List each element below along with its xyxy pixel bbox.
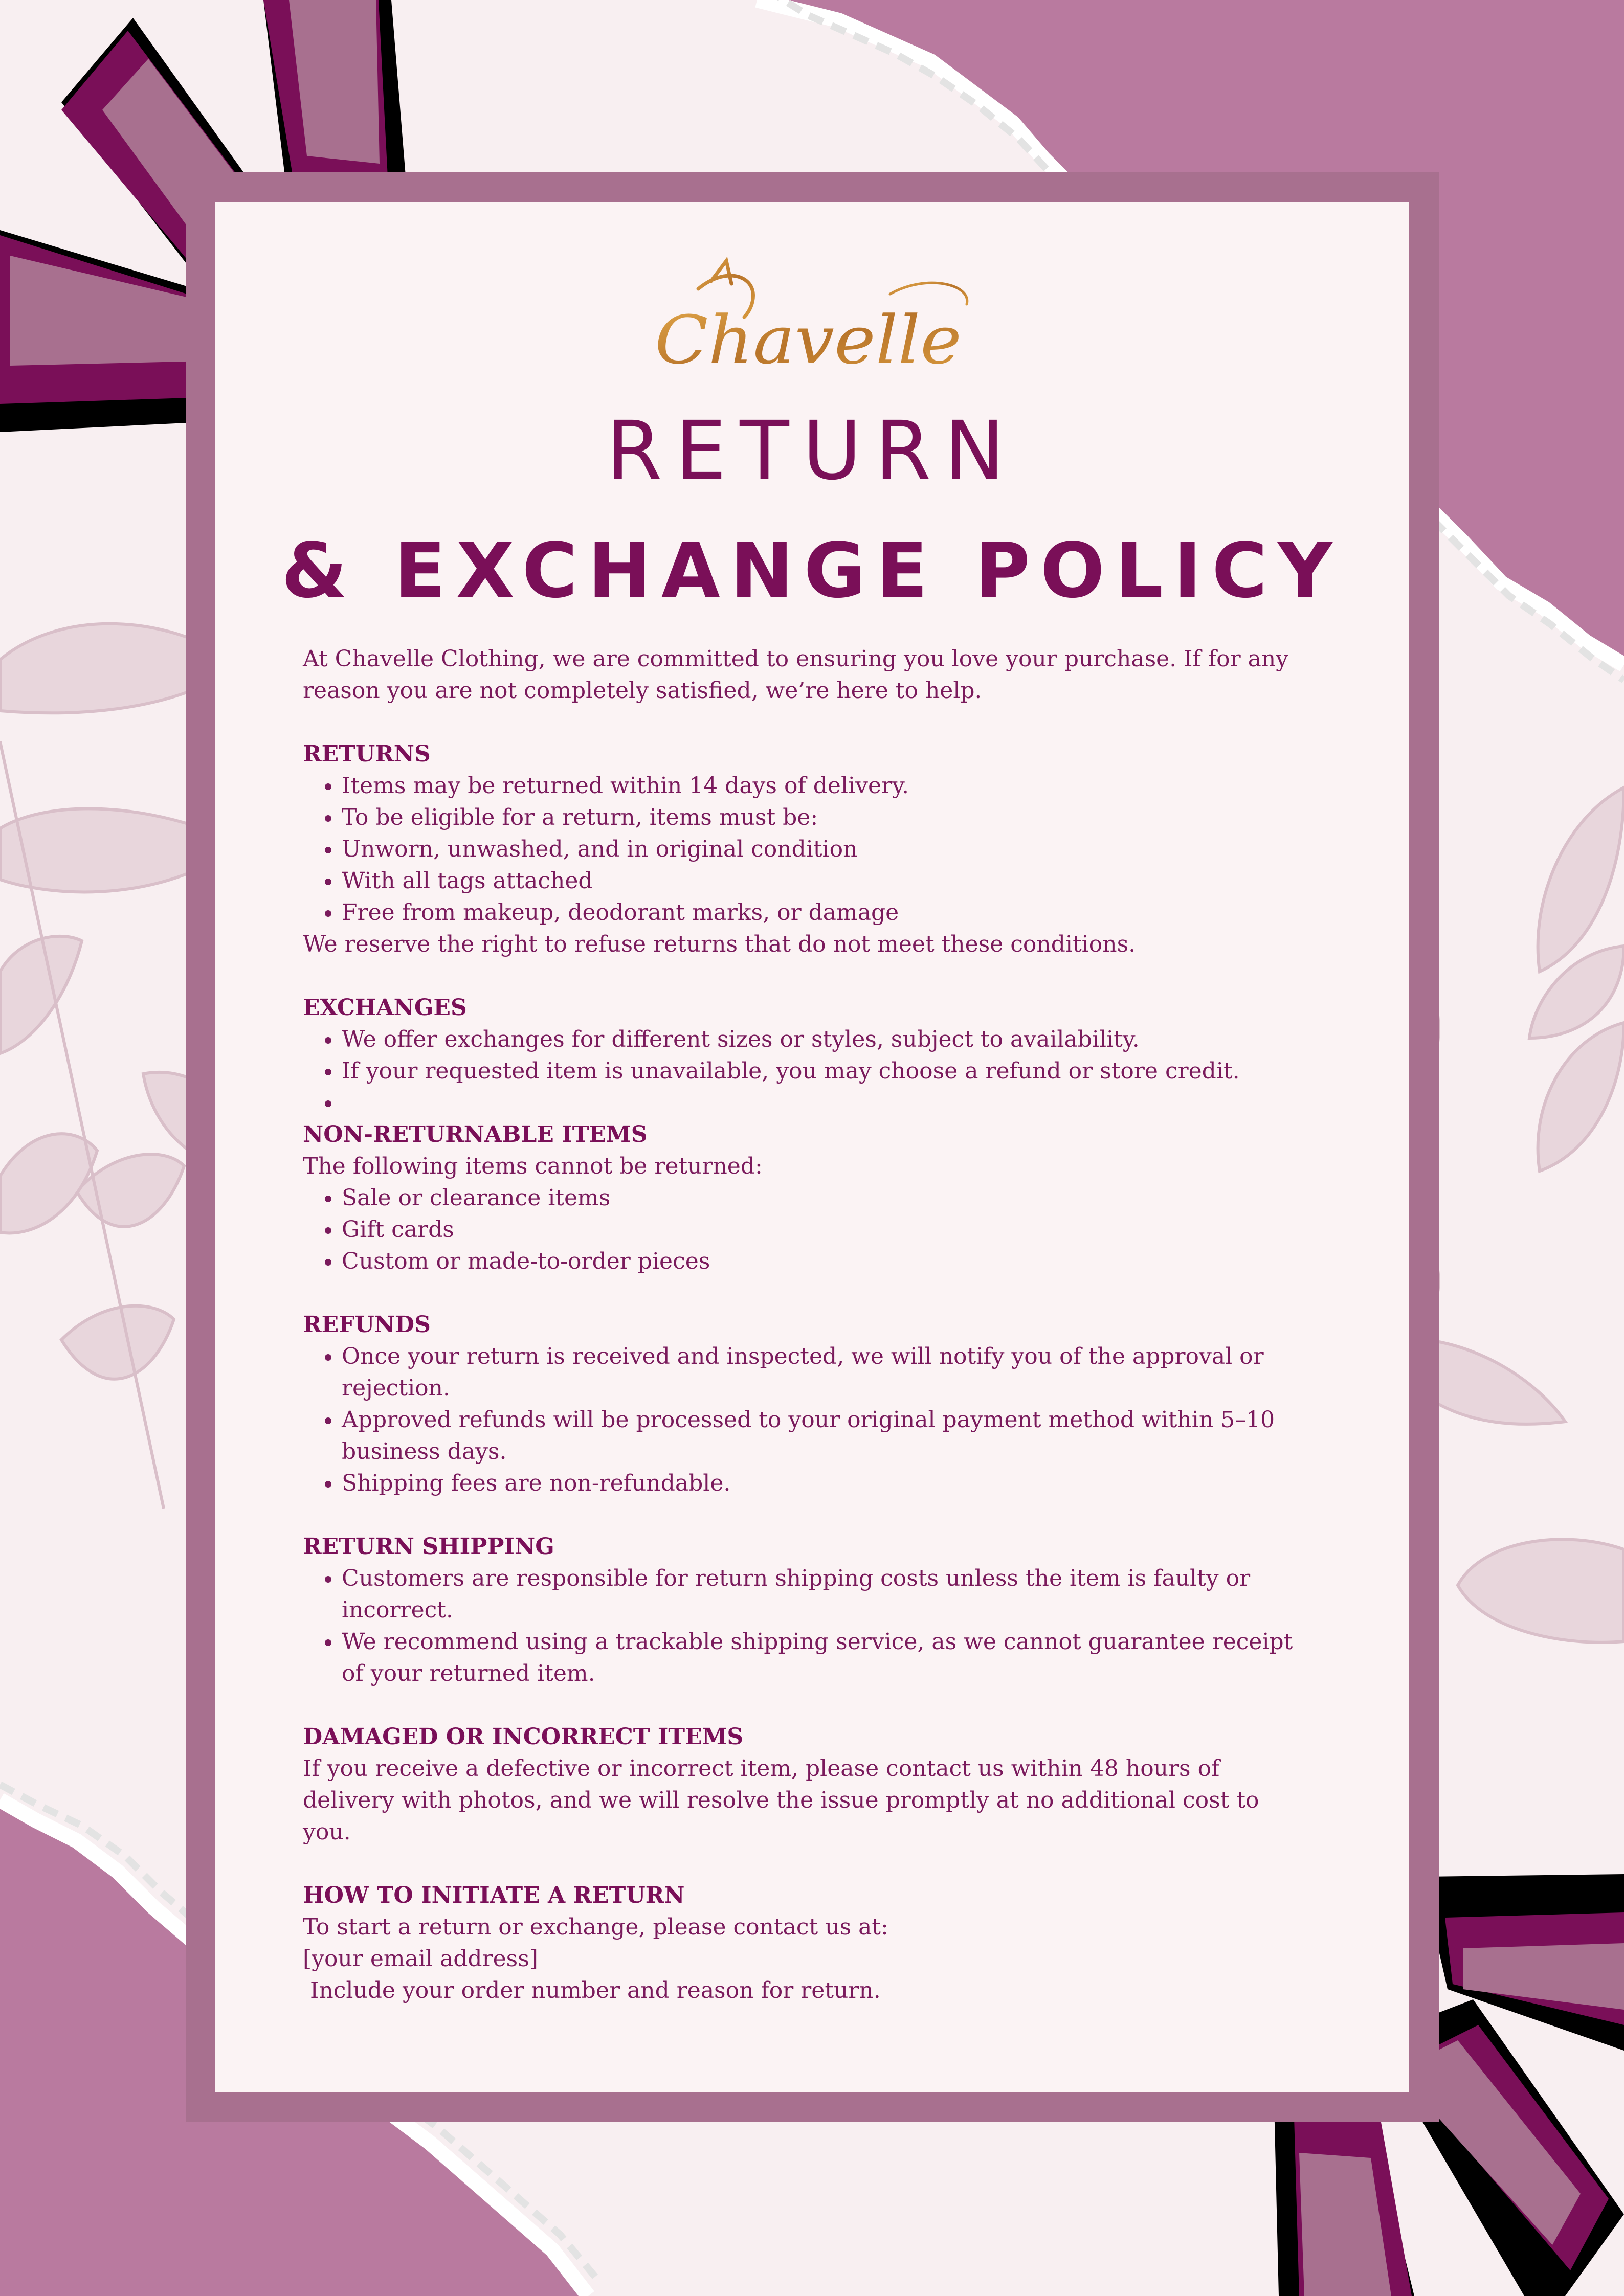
non-returnable-intro: The following items cannot be returned:: [303, 1153, 763, 1179]
section-heading-exchanges: EXCHANGES: [303, 995, 467, 1021]
page-title-line-2: & EXCHANGE POLICY: [281, 527, 1343, 615]
intro-text: At Chavelle Clothing, we are committed to ensuring you love your purchase. If for any reason you are not completely satisfied, we’re here to help.: [303, 646, 1289, 704]
exchanges-list: [303, 1024, 1300, 1119]
list-item: • Items may be returned within 14 days of delivery.: [342, 770, 1300, 802]
policy-content: [303, 643, 1300, 2007]
initiate-line-3: Include your order number and reason for return.: [303, 1977, 881, 2004]
list-item: • Gift cards: [342, 1214, 1300, 1246]
list-item: • Sale or clearance items: [342, 1182, 1300, 1214]
returns-list: [303, 770, 1300, 929]
page-title-line-1: RETURN: [606, 404, 1018, 498]
section-heading-return-shipping: RETURN SHIPPING: [303, 1534, 554, 1560]
refunds-list: [303, 1341, 1300, 1499]
list-item: • With all tags attached: [342, 865, 1300, 897]
list-item: • Customers are responsible for return shipping costs unless the item is faulty or incorrect.: [342, 1563, 1300, 1626]
list-item: • Unworn, unwashed, and in original condition: [342, 834, 1300, 865]
list-item: • Free from makeup, deodorant marks, or damage: [342, 897, 1300, 929]
list-item: • To be eligible for a return, items must be:: [342, 802, 1300, 834]
chavelle-logo: [650, 253, 977, 381]
section-heading-initiate: HOW TO INITIATE A RETURN: [303, 1882, 685, 1908]
initiate-line-1: To start a return or exchange, please contact us at:: [303, 1914, 888, 1940]
section-heading-damaged: DAMAGED OR INCORRECT ITEMS: [303, 1724, 744, 1750]
non-returnable-list: [303, 1182, 1300, 1277]
list-item: • Approved refunds will be processed to your original payment method within 5–10 business days.: [342, 1404, 1300, 1468]
section-heading-non-returnable: NON-RETURNABLE ITEMS: [303, 1121, 648, 1147]
contact-email: [your email address]: [303, 1946, 538, 1972]
returns-note: We reserve the right to refuse returns that do not meet these conditions.: [303, 931, 1136, 957]
list-item: • We recommend using a trackable shipping service, as we cannot guarantee receipt of your returned item.: [342, 1626, 1300, 1690]
list-item-empty: [342, 1087, 1300, 1119]
list-item: • Once your return is received and inspected, we will notify you of the approval or rejection.: [342, 1341, 1300, 1404]
section-heading-returns: RETURNS: [303, 741, 431, 767]
return-shipping-list: [303, 1563, 1300, 1690]
list-item: • Custom or made-to-order pieces: [342, 1246, 1300, 1277]
damaged-text: If you receive a defective or incorrect item, please contact us within 48 hours of delivery with photos, and we will resolve the issue promptly at no additional cost to you.: [303, 1755, 1259, 1845]
list-item: • Shipping fees are non-refundable.: [342, 1468, 1300, 1499]
list-item: • If your requested item is unavailable, you may choose a refund or store credit.: [342, 1055, 1300, 1087]
section-heading-refunds: REFUNDS: [303, 1312, 431, 1338]
logo-wordmark: Chavelle: [655, 301, 962, 379]
list-item: • We offer exchanges for different sizes or styles, subject to availability.: [342, 1024, 1300, 1055]
